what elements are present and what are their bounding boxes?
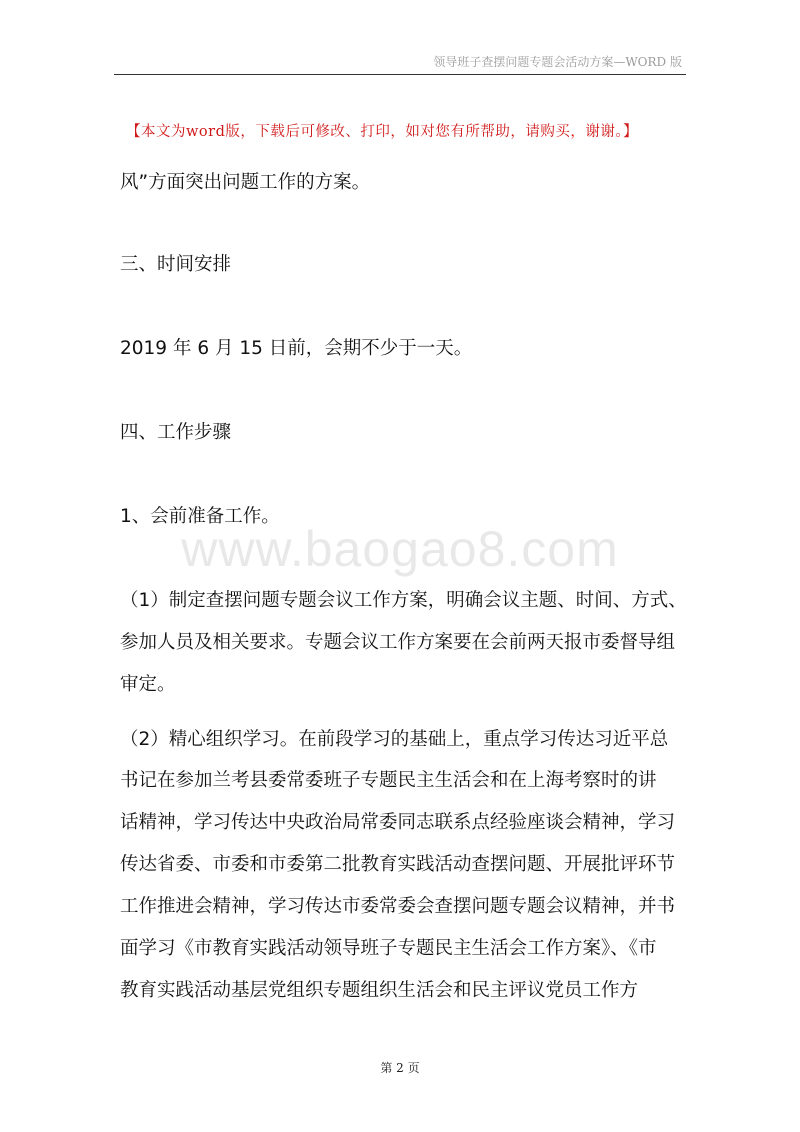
item-1-line: 参加人员及相关要求。专题会议工作方案要在会前两天报市委督导组	[120, 632, 676, 653]
purchase-notice: 【本文为word版，下载后可修改、打印，如对您有所帮助，请购买，谢谢。】	[126, 124, 639, 140]
item-1-line: （1）制定查摆问题专题会议工作方案，明确会议主题、时间、方式、	[120, 590, 687, 611]
header-rule	[114, 74, 686, 75]
item-2-line: 面学习《市教育实践活动领导班子专题民主生活会工作方案》、《市	[120, 938, 657, 959]
item-2-line: （2）精心组织学习。在前段学习的基础上，重点学习传达习近平总	[120, 729, 669, 750]
item-2-line: 话精神，学习传达中央政治局常委同志联系点经验座谈会精神，学习	[120, 812, 676, 833]
paragraph-continuation: 风”方面突出问题工作的方案。	[120, 172, 371, 193]
subheading-preparation: 1、会前准备工作。	[120, 506, 280, 527]
section-heading-steps: 四、工作步骤	[120, 422, 232, 443]
item-2-line: 书记在参加兰考县委常委班子专题民主生活会和在上海考察时的讲	[120, 770, 657, 791]
item-2-line: 工作推进会精神，学习传达市委常委会查摆问题专题会议精神，并书	[120, 896, 676, 917]
watermark: www.baogao8.com	[181, 521, 619, 577]
page-number: 第 2 页	[380, 1061, 420, 1075]
header-title: 领导班子查摆问题专题会活动方案—WORD 版	[433, 55, 682, 69]
item-2-line: 教育实践活动基层党组织专题组织生活会和民主评议党员工作方	[120, 980, 639, 1001]
item-2-line: 传达省委、市委和市委第二批教育实践活动查摆问题、开展批评环节	[120, 854, 676, 875]
item-1-line: 审定。	[120, 674, 176, 695]
paragraph-schedule: 2019 年 6 月 15 日前，会期不少于一天。	[120, 338, 473, 359]
section-heading-schedule: 三、时间安排	[120, 254, 232, 275]
